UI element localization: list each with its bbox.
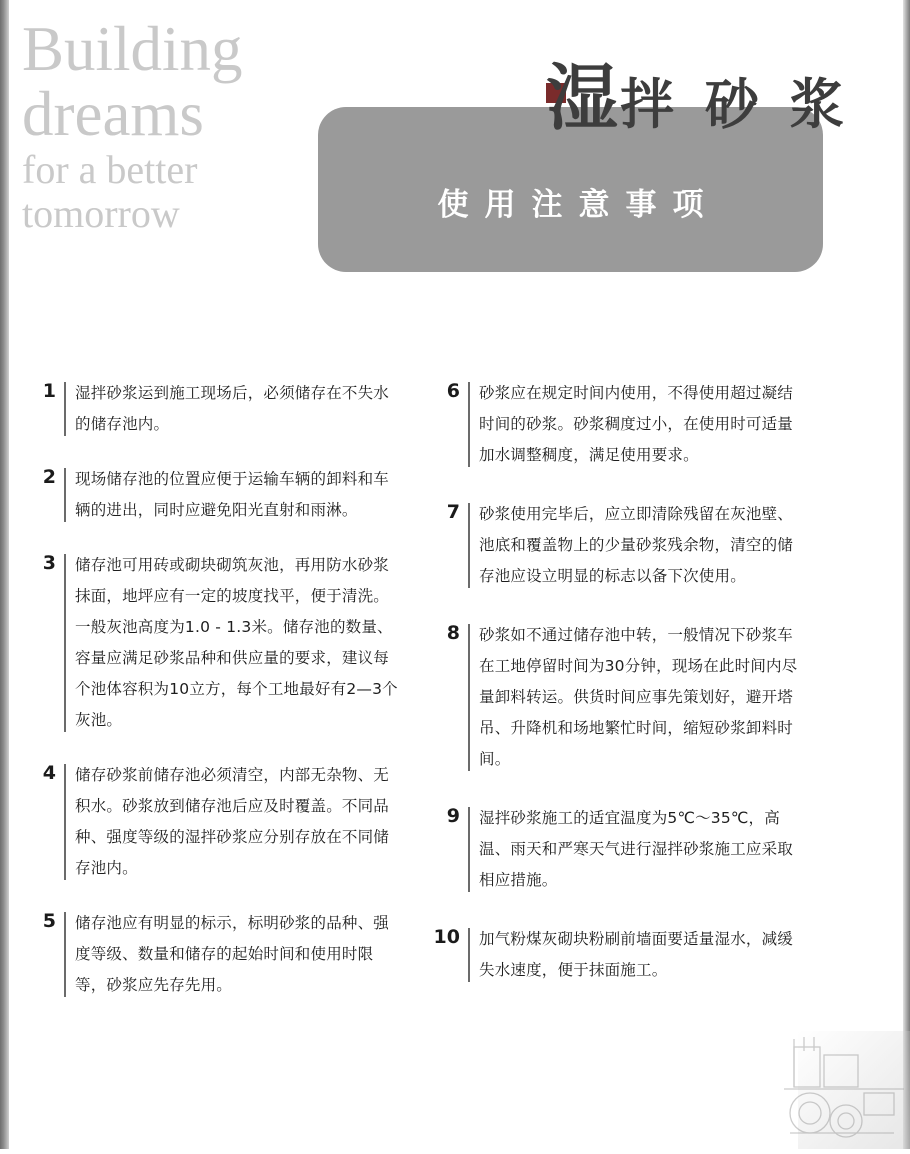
item-text: 储存池可用砖或砌块砌筑灰池，再用防水砂浆抹面，地坪应有一定的坡度找平，便于清洗。一般灰池高度为1.0 - 1.3米。储存池的数量、容量应满足砂浆品种和供应量的要求，建议每个池体容积为10立方，每个工地最好有2—3个灰池。 bbox=[75, 556, 398, 729]
item-rule bbox=[64, 764, 66, 880]
item-number: 10 bbox=[433, 926, 460, 948]
list-item bbox=[432, 378, 802, 471]
notes-column-left bbox=[28, 378, 398, 1025]
item-rule bbox=[64, 912, 66, 997]
item-number: 9 bbox=[446, 805, 460, 827]
item-rule bbox=[468, 624, 470, 771]
list-item bbox=[28, 464, 398, 526]
list-item bbox=[28, 908, 398, 1001]
machinery-illustration bbox=[784, 1029, 904, 1149]
item-number: 3 bbox=[42, 552, 56, 574]
slogan-line-2: dreams bbox=[22, 79, 204, 149]
page-header bbox=[0, 0, 910, 300]
page-title bbox=[546, 56, 850, 140]
item-number: 6 bbox=[446, 380, 460, 402]
slogan-line-1: Building bbox=[22, 14, 243, 84]
slogan-line-3: for a better bbox=[22, 147, 198, 192]
item-text: 加气粉煤灰砌块粉刷前墙面要适量湿水，减缓失水速度，便于抹面施工。 bbox=[479, 930, 794, 979]
item-text: 储存池应有明显的标示，标明砂浆的品种、强度等级、数量和储存的起始时间和使用时限等，砂浆应先存先用。 bbox=[75, 914, 390, 994]
slogan-line-4: tomorrow bbox=[22, 191, 180, 236]
item-text: 砂浆如不通过储存池中转，一般情况下砂浆车在工地停留时间为30分钟，现场在此时间内尽量卸料转运。供货时间应事先策划好，避开塔吊、升降机和场地繁忙时间，缩短砂浆卸料时间。 bbox=[479, 626, 798, 768]
page-title-first-char: 湿 bbox=[546, 56, 621, 140]
item-rule bbox=[64, 382, 66, 436]
item-number: 8 bbox=[446, 622, 460, 644]
item-number: 7 bbox=[446, 501, 460, 523]
item-number: 5 bbox=[42, 910, 56, 932]
item-rule bbox=[64, 554, 66, 732]
item-number: 4 bbox=[42, 762, 56, 784]
item-rule bbox=[468, 382, 470, 467]
list-item bbox=[432, 924, 802, 986]
notes-columns bbox=[0, 378, 910, 1098]
item-text: 砂浆使用完毕后，应立即清除残留在灰池壁、池底和覆盖物上的少量砂浆残余物，清空的储存池应设立明显的标志以备下次使用。 bbox=[479, 505, 794, 585]
item-number: 1 bbox=[42, 380, 56, 402]
item-text: 现场储存池的位置应便于运输车辆的卸料和车辆的进出，同时应避免阳光直射和雨淋。 bbox=[75, 470, 390, 519]
list-item bbox=[28, 550, 398, 736]
list-item bbox=[432, 803, 802, 896]
item-rule bbox=[468, 503, 470, 588]
item-text: 砂浆应在规定时间内使用，不得使用超过凝结时间的砂浆。砂浆稠度过小，在使用时可适量加水调整稠度，满足使用要求。 bbox=[479, 384, 794, 464]
title-subtitle: 使用注意事项 bbox=[437, 187, 720, 223]
item-rule bbox=[468, 928, 470, 982]
page-title-rest: 拌 砂 浆 bbox=[620, 73, 850, 136]
item-text: 储存砂浆前储存池必须清空，内部无杂物、无积水。砂浆放到储存池后应及时覆盖。不同品种、强度等级的湿拌砂浆应分别存放在不同储存池内。 bbox=[75, 766, 390, 877]
list-item bbox=[432, 499, 802, 592]
item-rule bbox=[468, 807, 470, 892]
list-item bbox=[28, 378, 398, 440]
notes-column-right bbox=[432, 378, 802, 1014]
list-item bbox=[28, 760, 398, 884]
item-rule bbox=[64, 468, 66, 522]
item-number: 2 bbox=[42, 466, 56, 488]
item-text: 湿拌砂浆施工的适宜温度为5℃～35℃，高温、雨天和严寒天气进行湿拌砂浆施工应采取相应措施。 bbox=[479, 809, 794, 889]
list-item bbox=[432, 620, 802, 775]
item-text: 湿拌砂浆运到施工现场后，必须储存在不失水的储存池内。 bbox=[75, 384, 390, 433]
